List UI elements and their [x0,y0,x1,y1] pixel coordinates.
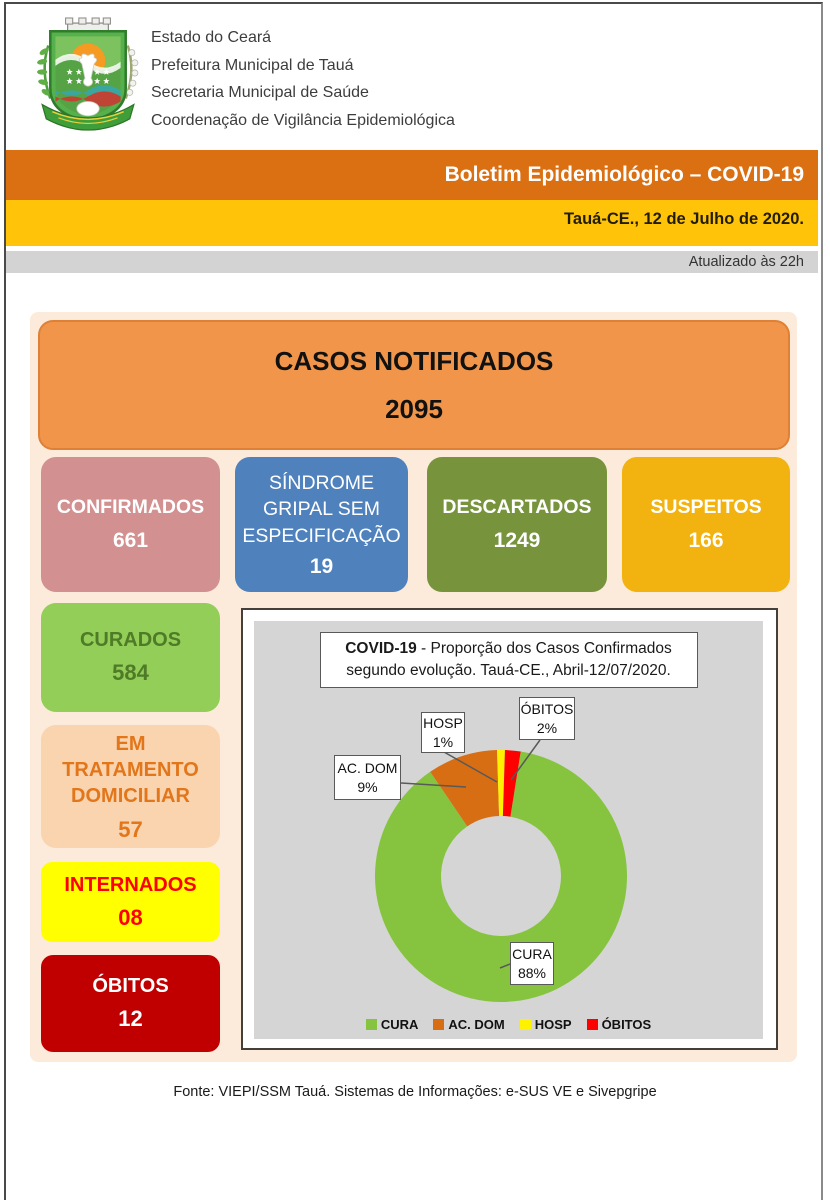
legend-item-cura [366,1017,419,1032]
chart-title-rest: - Proporção dos Casos Confirmados segundo evolução. Tauá-CE., Abril-12/07/2020. [346,640,672,679]
callout-acdom [334,755,401,800]
evolution-chart-frame [241,608,778,1050]
org-line-health-dept: Secretaria Municipal de Saúde [151,84,369,101]
legend-item-ac-dom [433,1017,504,1032]
legend-swatch-icon [433,1019,444,1030]
legend-label: HOSP [534,1017,572,1032]
card-confirmados [41,457,220,592]
suspeitos-label: SUSPEITOS [650,496,762,518]
shield-icon [50,31,125,121]
legend-label: CURA [380,1017,419,1032]
callout-obitos-pct: 2% [536,719,558,736]
obitos-value: 12 [118,1006,143,1031]
callout-cura-pct: 88% [517,964,547,981]
callout-obitos-label: ÓBITOS [520,700,574,717]
card-suspeitos [622,457,790,592]
card-em-tratamento-domiciliar [41,725,220,848]
legend-label: ÓBITOS [601,1017,652,1032]
card-descartados [427,457,607,592]
chart-title-prefix: COVID-19 [345,640,417,657]
confirmados-label: CONFIRMADOS [56,496,205,518]
internados-value: 08 [118,904,143,930]
bulletin-date: Tauá-CE., 12 de Julho de 2020. [564,210,804,228]
callout-cura [510,942,554,985]
chart-plot-area [254,621,763,1039]
callout-acdom-pct: 9% [357,778,378,795]
right-branch-icon [126,45,138,98]
org-line-city-hall: Prefeitura Municipal de Tauá [151,56,354,74]
curados-label: CURADOS [79,629,182,651]
legend-item--bitos [587,1017,652,1032]
legend-swatch-icon [520,1019,531,1030]
card-obitos [41,955,220,1052]
bulletin-date-banner [6,200,818,246]
callout-hosp-pct: 1% [432,733,454,750]
header-org-lines [151,24,455,134]
updated-time-banner [6,251,818,273]
bulletin-title-banner [6,150,818,200]
sindrome-gripal-label: SÍNDROME GRIPAL SEM ESPECIFICAÇÃO [242,472,401,547]
callout-hosp-label: HOSP [423,714,463,731]
municipal-coat-of-arms [34,14,142,132]
suspeitos-value: 166 [688,529,724,552]
internados-label: INTERNADOS [64,873,197,896]
sindrome-gripal-value: 19 [309,554,334,578]
org-line-state: Estado do Ceará [151,29,272,46]
legend-label: AC. DOM [448,1017,505,1032]
descartados-label: DESCARTADOS [442,496,592,518]
legend-swatch-icon [587,1019,598,1030]
donut-slices [375,750,627,1002]
obitos-label: ÓBITOS [92,975,169,997]
callout-hosp [421,712,465,753]
legend-item-hosp [520,1017,572,1032]
org-line-surveillance: Coordenação de Vigilância Epidemiológica [151,111,455,129]
legend-swatch-icon [366,1019,377,1030]
casos-notificados-label: CASOS NOTIFICADOS [274,345,554,376]
confirmados-value: 661 [112,529,149,552]
casos-notificados-value: 2095 [385,393,443,424]
callout-obitos [519,697,575,740]
callout-acdom-label: AC. DOM [337,759,398,776]
source-note: Fonte: VIEPI/SSM Tauá. Sistemas de Informações: e-SUS VE e Sivepgripe [173,1084,657,1100]
updated-time: Atualizado às 22h [688,254,804,270]
chart-title [320,632,698,688]
curados-value: 584 [112,660,149,685]
chart-legend [254,1017,763,1032]
callout-cura-label: CURA [512,945,552,962]
card-internados [41,862,220,942]
bulletin-title: Boletim Epidemiológico – COVID-19 [444,163,804,186]
em-tratamento-label: EM TRATAMENTO DOMICILIAR [62,732,199,807]
card-casos-notificados [38,320,790,450]
card-sindrome-gripal [235,457,408,592]
card-curados [41,603,220,712]
em-tratamento-value: 57 [118,816,143,842]
descartados-value: 1249 [493,529,541,552]
